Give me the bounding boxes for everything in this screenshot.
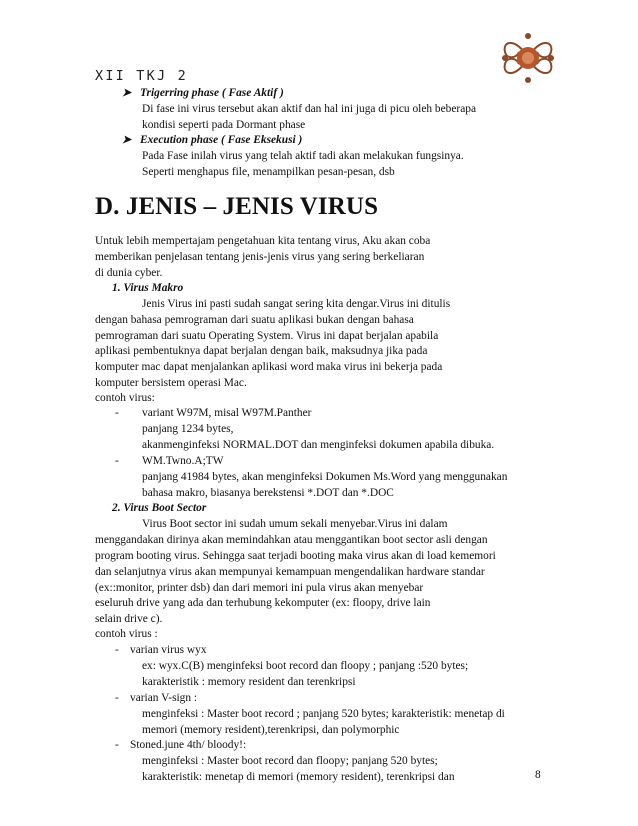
example-name: varian V-sign : bbox=[130, 692, 198, 704]
dash-bullet: - bbox=[115, 407, 119, 419]
example-detail: akanmenginfeksi NORMAL.DOT dan menginfeksi dokumen apabila dibuka. bbox=[142, 439, 495, 451]
dash-bullet: - bbox=[115, 739, 119, 751]
phase-heading: ➤ Trigerring phase ( Fase Aktif ) bbox=[122, 87, 284, 99]
section-title: D. JENIS – JENIS VIRUS bbox=[95, 193, 379, 220]
example-name: WM.Twno.A;TW bbox=[142, 455, 224, 467]
example-detail: panjang 1234 bytes, bbox=[142, 423, 234, 435]
arrow-bullet-icon: ➤ bbox=[122, 87, 132, 99]
intro-text: di dunia cyber. bbox=[95, 267, 163, 279]
body-text: aplikasi pembentuknya dapat berjalan dengan baik, maksudnya jika pada bbox=[95, 345, 428, 357]
arrow-bullet-icon: ➤ bbox=[122, 134, 132, 146]
body-text: eseluruh drive yang ada dan terhubung kekomputer (ex: floopy, drive lain bbox=[95, 597, 431, 609]
example-detail: karakteristik : memory resident dan terenkripsi bbox=[142, 676, 356, 688]
intro-text: Untuk lebih mempertajam pengetahuan kita tentang virus, Aku akan coba bbox=[95, 235, 431, 247]
example-name: Stoned.june 4th/ bloody!: bbox=[130, 739, 247, 751]
example-name: variant W97M, misal W97M.Panther bbox=[142, 407, 312, 419]
example-detail: panjang 41984 bytes, akan menginfeksi Dokumen Ms.Word yang menggunakan bbox=[142, 471, 508, 483]
body-text: selain drive c). bbox=[95, 613, 163, 625]
intro-text: memberikan penjelasan tentang jenis-jenis virus yang sering berkeliaran bbox=[95, 251, 425, 263]
phase-text: Pada Fase inilah virus yang telah aktif tadi akan melakukan fungsinya. bbox=[142, 150, 464, 162]
phase-heading: ➤ Execution phase ( Fase Eksekusi ) bbox=[122, 134, 303, 146]
decorative-ornament-icon bbox=[497, 28, 559, 88]
body-text: pemrograman dari suatu Operating System. Virus ini dapat berjalan apabila bbox=[95, 330, 439, 342]
dash-bullet: - bbox=[115, 455, 119, 467]
phase-text: Seperti menghapus file, menampilkan pesan-pesan, dsb bbox=[142, 166, 395, 178]
dash-bullet: - bbox=[115, 644, 119, 656]
example-detail: karakteristik: menetap di memori (memory resident), terenkripsi dan bbox=[142, 771, 455, 783]
body-text: komputer bersistem operasi Mac. bbox=[95, 377, 247, 389]
body-text: program booting virus. Sehingga saat terjadi booting maka virus akan di load kememori bbox=[95, 550, 496, 562]
dash-bullet: - bbox=[115, 692, 119, 704]
body-text: komputer mac dapat menjalankan aplikasi word maka virus ini bekerja pada bbox=[95, 361, 443, 373]
example-detail: memori (memory resident),terenkripsi, dan polymorphic bbox=[142, 724, 400, 736]
body-text: dan selanjutnya virus akan mempunyai kemampuan mengendalikan hardware standar bbox=[95, 566, 485, 578]
example-label: contoh virus: bbox=[95, 392, 155, 404]
body-text: dengan bahasa pemrograman dari suatu aplikasi bukan dengan bahasa bbox=[95, 314, 414, 326]
phase-text: kondisi seperti pada Dormant phase bbox=[142, 119, 306, 131]
example-label: contoh virus : bbox=[95, 628, 158, 640]
body-text: Virus Boot sector ini sudah umum sekali menyebar.Virus ini dalam bbox=[142, 518, 448, 530]
page-header: XII TKJ 2 bbox=[95, 68, 188, 84]
phase-text: Di fase ini virus tersebut akan aktif dan hal ini juga di picu oleh beberapa bbox=[142, 103, 477, 115]
subsection-heading: 2. Virus Boot Sector bbox=[112, 502, 207, 514]
example-detail: bahasa makro, biasanya berekstensi *.DOT dan *.DOC bbox=[142, 487, 394, 499]
page-number: 8 bbox=[535, 769, 541, 781]
example-name: varian virus wyx bbox=[130, 644, 207, 656]
example-detail: menginfeksi : Master boot record ; panjang 520 bytes; karakteristik: menetap di bbox=[142, 708, 505, 720]
example-detail: menginfeksi : Master boot record dan floopy; panjang 520 bytes; bbox=[142, 755, 438, 767]
example-detail: ex: wyx.C(B) menginfeksi boot record dan floopy ; panjang :520 bytes; bbox=[142, 660, 469, 672]
body-text: Jenis Virus ini pasti sudah sangat sering kita dengar.Virus ini ditulis bbox=[142, 298, 451, 310]
body-text: menggandakan dirinya akan memindahkan atau menggantikan boot sector asli dengan bbox=[95, 534, 488, 546]
body-text: (ex::monitor, printer dsb) dan dari memori ini pula virus akan menyebar bbox=[95, 582, 424, 594]
subsection-heading: 1. Virus Makro bbox=[112, 282, 184, 294]
